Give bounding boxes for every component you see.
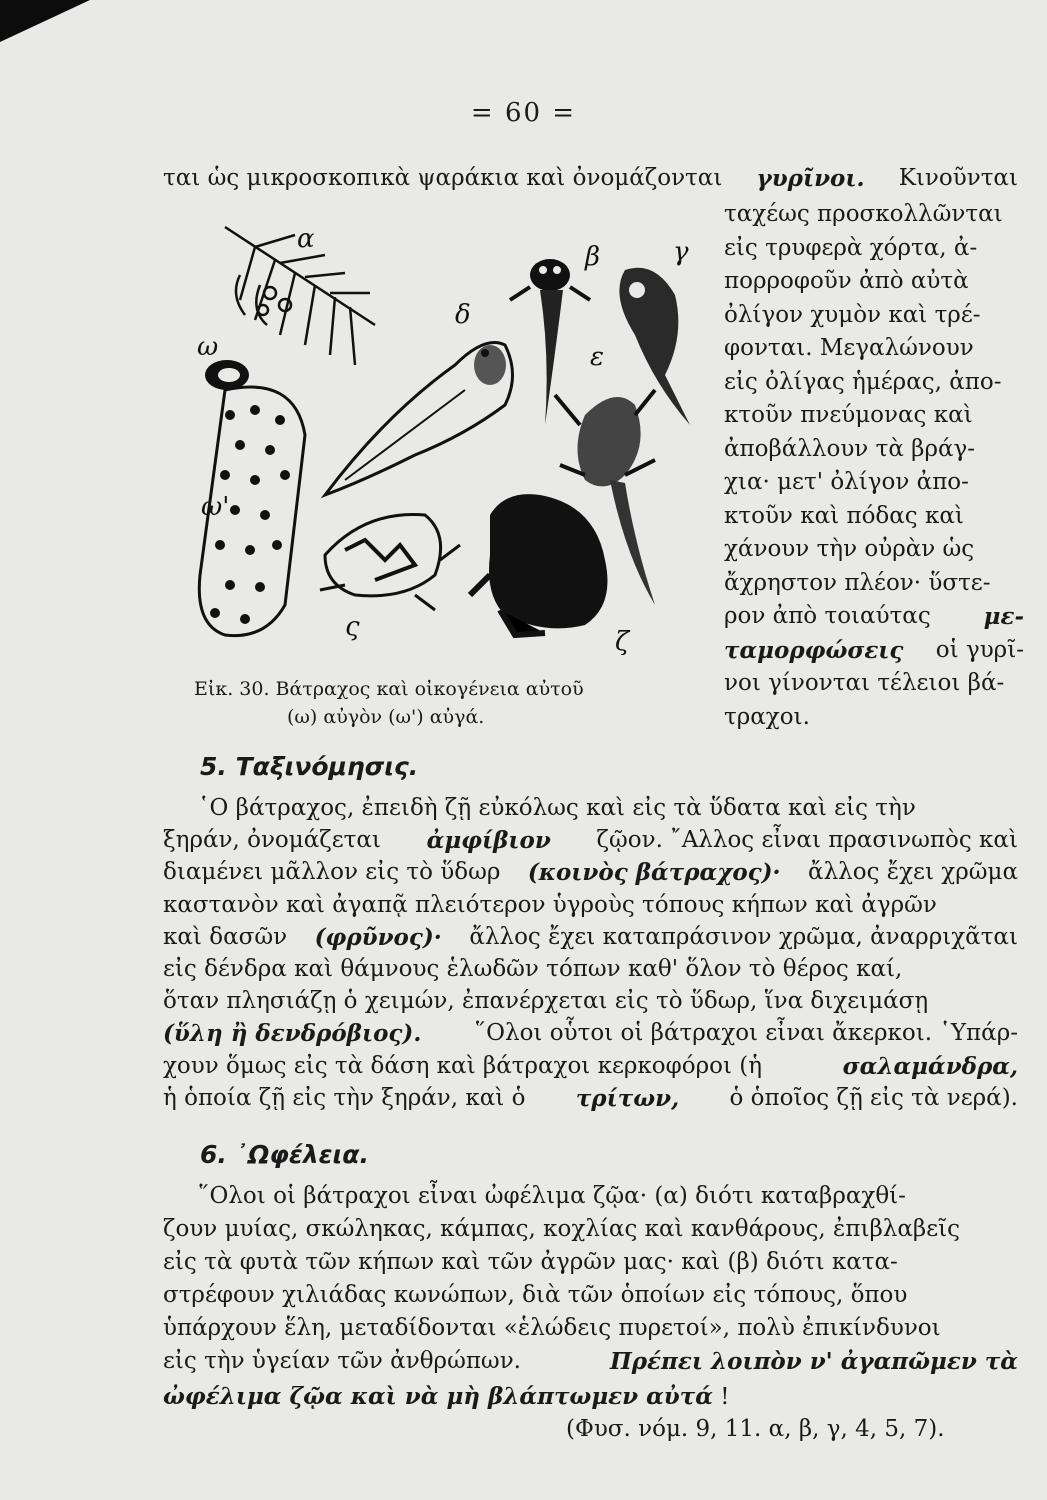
text-line [724, 232, 1024, 265]
label-delta: δ [455, 300, 471, 330]
bold-term: με- [983, 603, 1024, 630]
label-gamma: γ [673, 237, 689, 267]
page-number: = 60 = [470, 98, 577, 128]
label-zeta: ζ [615, 627, 630, 655]
intro-line [163, 162, 1018, 195]
section6-closing-bold: ὠφέλιμα ζῷα καὶ νὰ μὴ βλάπτωμεν αὐτά [163, 1383, 713, 1410]
text-run: ρον ἀπὸ τοιαύτας [724, 603, 931, 629]
text-run: ὑπάρχουν ἕλη, μεταδίδονται «ἑλώδεις πυρετοί», πολὺ ἐπικίνδυνοι [163, 1315, 941, 1341]
text-run: χια· μετ' ὀλίγον ἀπο- [724, 469, 969, 495]
text-run: πορροφοῦν ἀπὸ αὐτὰ [724, 268, 969, 294]
label-a: α [297, 224, 315, 254]
section6-closing-mark: ! [712, 1384, 730, 1410]
bold-term: σαλαμάνδρα, [842, 1052, 1018, 1080]
text-run: ἄλλος ἔχει χρῶμα [808, 859, 1018, 886]
text-run: ῞Ολοι οὗτοι οἱ βάτραχοι εἶναι ἄκερκοι. ῾Υπάρ- [474, 1020, 1018, 1047]
text-line [163, 856, 1018, 889]
text-line [163, 1312, 1018, 1345]
label-epsilon: ε [590, 342, 604, 372]
text-line [724, 332, 1024, 365]
text-line [163, 889, 1018, 922]
text-run: τραχοι. [724, 703, 810, 730]
bold-term: (κοινὸς βάτραχος)· [527, 859, 781, 887]
text-line [163, 953, 1018, 986]
text-run: ταχέως προσκολλῶνται [724, 201, 1003, 227]
text-line [163, 921, 1018, 954]
intro-text-end: Κινοῦνται [898, 165, 1018, 191]
text-line [163, 1050, 1018, 1083]
text-run: ὅταν πλησιάζῃ ὁ χειμών, ἐπανέρχεται εἰς τὸ ὕδωρ, ἵνα διχειμάσῃ [163, 988, 929, 1015]
bold-term: ἀμφίβιον [426, 827, 551, 855]
text-run: ὁ ὁποῖος ζῇ εἰς τὰ νερά). [729, 1084, 1018, 1111]
text-run: ῞Ολοι οἱ βάτραχοι εἶναι ὠφέλιμα ζῷα· (α) διότι καταβραχθί- [198, 1183, 906, 1209]
label-omega-prime: ω' [201, 492, 230, 522]
text-run: ἄχρηστον πλέον· ὕστε- [724, 569, 991, 596]
text-line [163, 1279, 1018, 1312]
text-line [163, 1017, 1018, 1050]
text-run: οἱ γυρῖ- [935, 636, 1024, 663]
text-run: καστανὸν καὶ ἀγαπᾷ πλειότερον ὑγροὺς τόπους κήπων καὶ ἀγρῶν [163, 891, 937, 918]
text-run: χάνουν τὴν οὐρὰν ὡς [724, 536, 975, 562]
text-run: εἰς τὴν ὑγείαν τῶν ἀνθρώπων. [163, 1348, 521, 1374]
text-line [724, 600, 1024, 633]
text-run: εἰς τρυφερὰ χόρτα, ἀ- [724, 234, 978, 261]
text-run: εἰς τὰ φυτὰ τῶν κήπων καὶ τῶν ἀγρῶν μας· καὶ (β) διότι κατα- [163, 1249, 898, 1275]
text-line [163, 1082, 1018, 1115]
text-run: διαμένει μᾶλλον εἰς τὸ ὕδωρ [163, 859, 501, 886]
tadpole-b-illustration [510, 259, 590, 425]
text-run: ἀποβάλλουν τὰ βράγ- [724, 435, 976, 462]
text-line [163, 824, 1018, 857]
tadpole-legs-illustration [325, 343, 513, 496]
text-run: ῾Ο βάτραχος, ἐπειδὴ ζῇ εὐκόλως καὶ εἰς τὰ ὕδατα καὶ εἰς τὴν [198, 795, 916, 821]
text-run: στρέφουν χιλιάδας κωνώπων, διὰ τῶν ὁποίων εἰς τόπους, ὅπου [163, 1282, 908, 1308]
text-line [724, 667, 1024, 700]
reference-note: (Φυσ. νόμ. 9, 11. α, β, γ, 4, 5, 7). [566, 1416, 945, 1442]
label-omega: ω [197, 332, 219, 362]
text-run: ὀλίγον χυμὸν καὶ τρέ- [724, 301, 981, 328]
text-line [724, 567, 1024, 600]
toad-illustration [320, 515, 460, 611]
section6-heading: 6. ᾿Ωφέλεια. [200, 1140, 369, 1169]
bold-term: (ὕλη ἢ δενδρόβιος). [163, 1020, 422, 1048]
text-run: χουν ὅμως εἰς τὰ δάση καὶ βάτραχοι κερκοφόροι (ἡ [163, 1052, 763, 1079]
text-run: κτοῦν καὶ πόδας καὶ [724, 502, 964, 529]
text-line [163, 985, 1018, 1018]
text-line [163, 1213, 1018, 1246]
text-line [198, 1180, 1020, 1213]
text-line [724, 466, 1024, 499]
text-run: νοι γίνονται τέλειοι βά- [724, 670, 1005, 696]
text-line [724, 634, 1024, 667]
section5-heading: 5. Ταξινόμησις. [200, 752, 419, 781]
text-line [724, 198, 1024, 231]
intro-text: ται ὡς μικροσκοπικὰ ψαράκια καὶ ὀνομάζονται [163, 165, 723, 191]
text-run: ζουν μυίας, σκώληκας, κάμπας, κοχλίας καὶ κανθάρους, ἐπιβλαβεῖς [163, 1216, 961, 1242]
text-line [163, 1246, 1018, 1279]
frog-lifecycle-figure [185, 215, 705, 655]
text-run: ζῷον. ῎Αλλος εἶναι πρασινωπὸς καὶ [596, 827, 1018, 854]
frog-illustration [470, 494, 608, 635]
text-line [724, 701, 1024, 734]
bold-term: ταμορφώσεις [724, 636, 904, 664]
text-run: φονται. Μεγαλώνουν [724, 335, 974, 361]
text-line [724, 500, 1024, 533]
page-corner-shadow [0, 0, 90, 42]
text-line [724, 265, 1024, 298]
label-beta: β [585, 242, 601, 272]
figure-caption-line1: Εἰκ. 30. Βάτραχος καὶ οἰκογένεια αὐτοῦ [194, 678, 584, 700]
text-line [198, 792, 1020, 825]
text-run: ἄλλος ἔχει καταπράσινον χρῶμα, ἀναρριχᾶται [469, 923, 1018, 950]
term-gyrinoi: γυρῖνοι. [756, 165, 865, 192]
label-stigma: ς [345, 612, 360, 642]
text-line [724, 399, 1024, 432]
text-run: ξηράν, ὀνομάζεται [163, 827, 381, 854]
text-line [724, 533, 1024, 566]
bold-term: Πρέπει λοιπὸν ν' ἀγαπῶμεν τὰ [610, 1348, 1018, 1375]
text-run: ἡ ὁποία ζῇ εἰς τὴν ξηράν, καὶ ὁ [163, 1084, 526, 1111]
text-line [724, 366, 1024, 399]
bold-term: (φρῦνος)· [314, 923, 442, 951]
text-line [724, 433, 1024, 466]
figure-caption-line2: (ω) αὐγὸν (ω') αὐγά. [287, 706, 485, 728]
text-run: κτοῦν πνεύμονας καὶ [724, 402, 973, 428]
section6-last-line [163, 1380, 1018, 1414]
bold-term: τρίτων, [575, 1084, 680, 1112]
text-line [724, 299, 1024, 332]
text-run: εἰς ὀλίγας ἡμέρας, ἀπο- [724, 368, 1002, 395]
text-run: εἰς δένδρα καὶ θάμνους ἑλωδῶν τόπων καθ' ὅλον τὸ θέρος καί, [163, 956, 903, 982]
text-line [163, 1345, 1018, 1378]
text-run: καὶ δασῶν [163, 923, 288, 950]
